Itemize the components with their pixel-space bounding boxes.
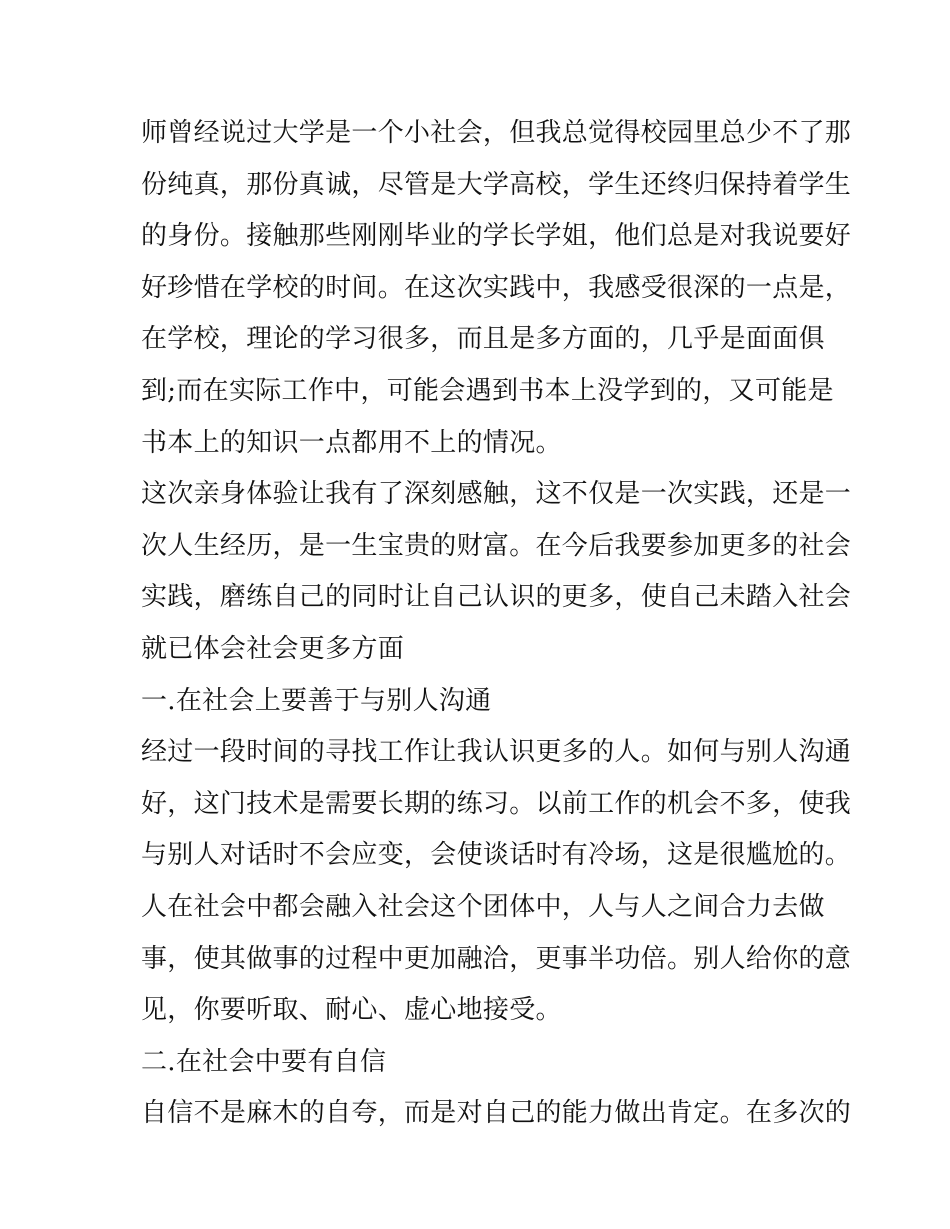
text-line: 到;而在实际工作中，可能会遇到书本上没学到的，又可能是: [141, 375, 834, 406]
text-line: 实践，磨练自己的同时让自己认识的更多，使自己未踏入社会: [141, 582, 852, 613]
section-heading: 一.在社会上要善于与别人沟通: [141, 685, 492, 716]
document-body: [141, 108, 852, 1140]
text-line: 次人生经历，是一生宝贵的财富。在今后我要参加更多的社会: [141, 530, 852, 561]
text-line: 好，这门技术是需要长期的练习。以前工作的机会不多，使我: [141, 788, 852, 819]
text-line: 就已体会社会更多方面: [141, 633, 405, 664]
text-line: 经过一段时间的寻找工作让我认识更多的人。如何与别人沟通: [141, 737, 852, 768]
text-line: 人在社会中都会融入社会这个团体中，人与人之间合力去做: [141, 891, 825, 922]
section-heading: 二.在社会中要有自信: [141, 1046, 387, 1077]
text-line: 书本上的知识一点都用不上的情况。: [141, 427, 562, 458]
text-line: 与别人对话时不会应变，会使谈话时有冷场，这是很尴尬的。: [141, 840, 852, 871]
text-line: 份纯真，那份真诚，尽管是大学高校，学生还终归保持着学生: [141, 169, 852, 200]
text-line: 好珍惜在学校的时间。在这次实践中，我感受很深的一点是，: [141, 272, 852, 303]
text-line: 事，使其做事的过程中更加融洽，更事半功倍。别人给你的意: [141, 943, 852, 974]
text-line: 在学校，理论的学习很多，而且是多方面的，几乎是面面俱: [141, 324, 825, 355]
text-line: 的身份。接触那些刚刚毕业的学长学姐，他们总是对我说要好: [141, 221, 852, 252]
text-line: 师曾经说过大学是一个小社会，但我总觉得校园里总少不了那: [141, 118, 852, 148]
text-line: 见，你要听取、耐心、虚心地接受。: [141, 995, 562, 1026]
text-line: 这次亲身体验让我有了深刻感触，这不仅是一次实践，还是一: [141, 479, 852, 510]
text-line: 自信不是麻木的自夸，而是对自己的能力做出肯定。在多次的: [141, 1098, 852, 1129]
